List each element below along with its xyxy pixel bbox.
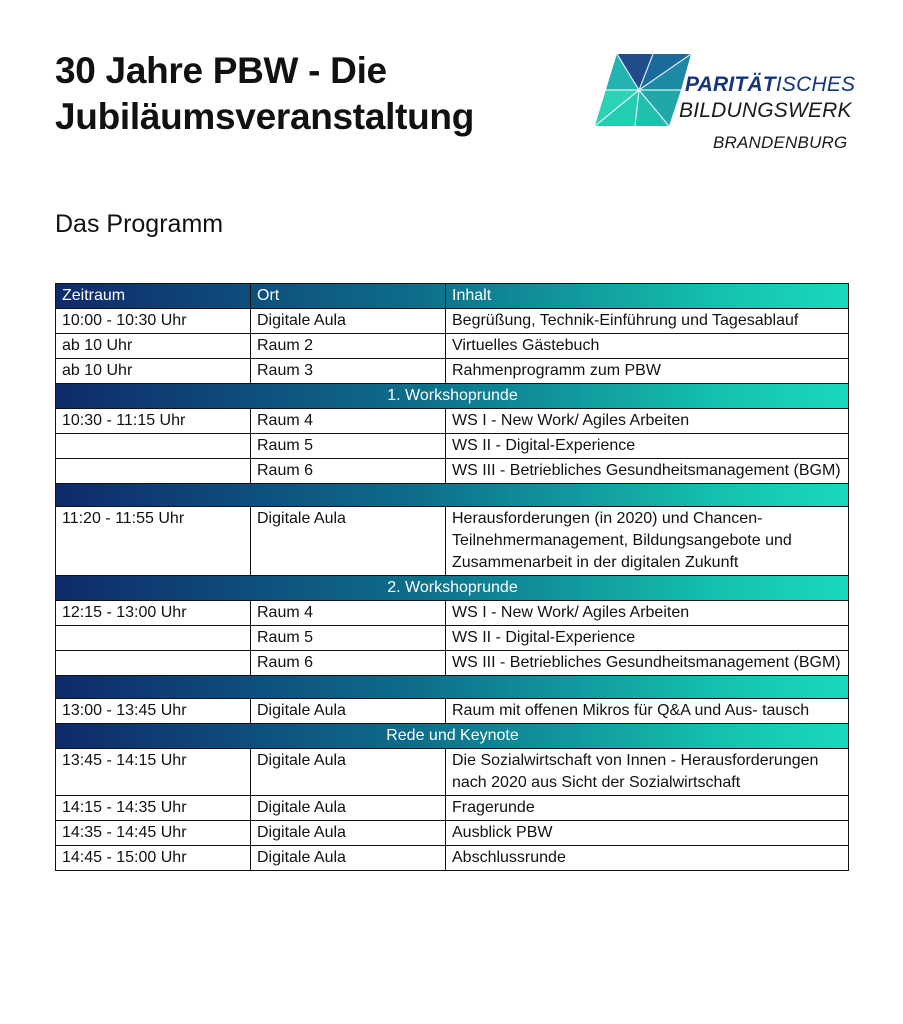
time-cell: 12:15 - 13:00 Uhr (56, 601, 251, 626)
content-cell: WS I - New Work/ Agiles Arbeiten (446, 409, 849, 434)
time-cell: 14:15 - 14:35 Uhr (56, 796, 251, 821)
logo-line-1: PARITÄTISCHES (685, 73, 856, 96)
section-label: 2. Workshoprunde (56, 576, 849, 601)
content-cell: Begrüßung, Technik-Einführung und Tagesablauf (446, 309, 849, 334)
table-row (56, 651, 849, 676)
header-ort: Ort (251, 284, 446, 309)
section-row (56, 576, 849, 601)
place-cell: Digitale Aula (251, 507, 446, 576)
content-cell: WS I - New Work/ Agiles Arbeiten (446, 601, 849, 626)
place-cell: Digitale Aula (251, 796, 446, 821)
place-cell: Raum 6 (251, 651, 446, 676)
content-cell: Die Sozialwirtschaft von Innen - Herausforderungen nach 2020 aus Sicht der Sozialwirtschaft (446, 749, 849, 796)
page-title: 30 Jahre PBW - Die Jubiläumsveranstaltung (55, 50, 475, 137)
place-cell: Raum 5 (251, 434, 446, 459)
section-label (56, 484, 849, 507)
place-cell: Raum 2 (251, 334, 446, 359)
place-cell: Digitale Aula (251, 699, 446, 724)
content-cell: Rahmenprogramm zum PBW (446, 359, 849, 384)
place-cell: Digitale Aula (251, 309, 446, 334)
content-cell: Raum mit offenen Mikros für Q&A und Aus- tausch (446, 699, 849, 724)
table-row (56, 626, 849, 651)
table-row (56, 309, 849, 334)
table-row (56, 821, 849, 846)
table-row (56, 459, 849, 484)
time-cell (56, 434, 251, 459)
content-cell: WS III - Betriebliches Gesundheitsmanagement (BGM) (446, 651, 849, 676)
content-cell: Fragerunde (446, 796, 849, 821)
section-label (56, 676, 849, 699)
place-cell: Raum 5 (251, 626, 446, 651)
table-row (56, 601, 849, 626)
table-row (56, 699, 849, 724)
place-cell: Digitale Aula (251, 846, 446, 871)
section-row (56, 724, 849, 749)
place-cell: Raum 4 (251, 601, 446, 626)
table-row (56, 507, 849, 576)
place-cell: Raum 6 (251, 459, 446, 484)
table-row (56, 846, 849, 871)
content-cell: WS II - Digital-Experience (446, 434, 849, 459)
time-cell (56, 626, 251, 651)
program-table (55, 283, 849, 871)
section-row (56, 384, 849, 409)
place-cell: Digitale Aula (251, 821, 446, 846)
section-row (56, 484, 849, 507)
logo-line-3: BRANDENBURG (713, 133, 848, 152)
header-inhalt: Inhalt (446, 284, 849, 309)
place-cell: Raum 3 (251, 359, 446, 384)
place-cell: Raum 4 (251, 409, 446, 434)
pbw-logo (595, 52, 855, 152)
header-zeitraum: Zeitraum (56, 284, 251, 309)
time-cell: 13:00 - 13:45 Uhr (56, 699, 251, 724)
time-cell: 10:30 - 11:15 Uhr (56, 409, 251, 434)
content-cell: WS II - Digital-Experience (446, 626, 849, 651)
table-row (56, 409, 849, 434)
table-row (56, 359, 849, 384)
time-cell: 10:00 - 10:30 Uhr (56, 309, 251, 334)
table-row (56, 796, 849, 821)
section-label: Rede und Keynote (56, 724, 849, 749)
time-cell: 13:45 - 14:15 Uhr (56, 749, 251, 796)
content-cell: Abschlussrunde (446, 846, 849, 871)
logo-line-2: BILDUNGSWERK (679, 99, 852, 122)
table-row (56, 434, 849, 459)
place-cell: Digitale Aula (251, 749, 446, 796)
time-cell: ab 10 Uhr (56, 334, 251, 359)
table-row (56, 749, 849, 796)
table-row (56, 334, 849, 359)
logo-mark-icon (595, 54, 691, 126)
time-cell (56, 459, 251, 484)
content-cell: Ausblick PBW (446, 821, 849, 846)
section-heading: Das Programm (55, 210, 224, 238)
content-cell: WS III - Betriebliches Gesundheitsmanagement (BGM) (446, 459, 849, 484)
time-cell: 14:35 - 14:45 Uhr (56, 821, 251, 846)
time-cell: 11:20 - 11:55 Uhr (56, 507, 251, 576)
section-label: 1. Workshoprunde (56, 384, 849, 409)
content-cell: Herausforderungen (in 2020) und Chancen- Teilnehmermanagement, Bildungsangebote und Zusammenarbeit in der digitalen Zukunft (446, 507, 849, 576)
section-row (56, 676, 849, 699)
time-cell (56, 651, 251, 676)
table-header-row (56, 284, 849, 309)
content-cell: Virtuelles Gästebuch (446, 334, 849, 359)
time-cell: ab 10 Uhr (56, 359, 251, 384)
time-cell: 14:45 - 15:00 Uhr (56, 846, 251, 871)
